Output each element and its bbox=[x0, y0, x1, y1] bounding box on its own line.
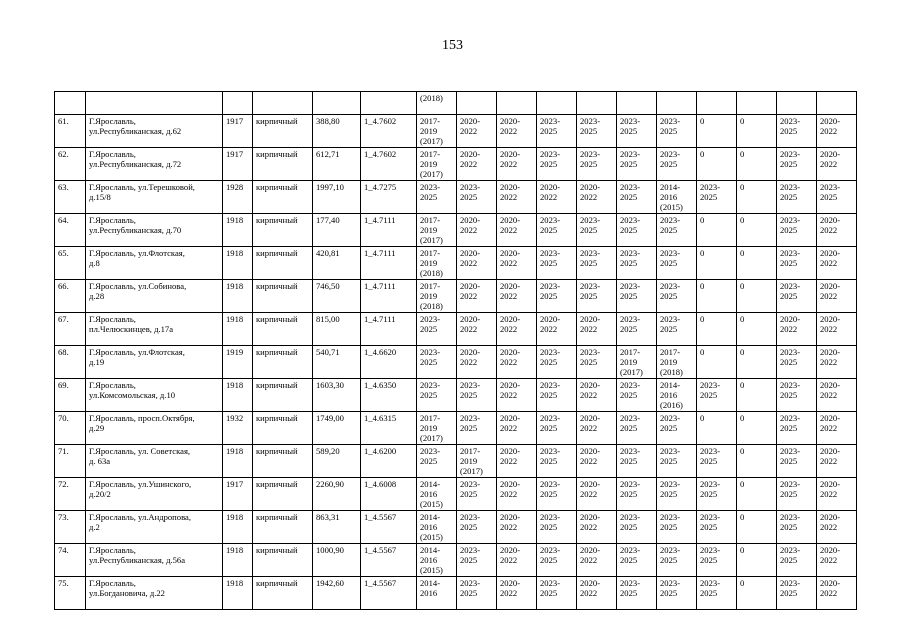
period-cell: 2023- 2025 bbox=[777, 346, 817, 379]
period-cell: 2023- 2025 bbox=[577, 346, 617, 379]
row-number-cell: 61. bbox=[55, 115, 86, 148]
year-cell: 1918 bbox=[223, 280, 253, 313]
year-cell: 1917 bbox=[223, 148, 253, 181]
material-cell: кирпичный bbox=[253, 313, 313, 346]
period-cell: 2020- 2022 bbox=[457, 313, 497, 346]
period-cell: 2020- 2022 bbox=[497, 478, 537, 511]
address-cell: Г.Ярославль, ул.Республиканская, д.56а bbox=[86, 544, 223, 577]
period-cell: 2023- 2025 bbox=[657, 511, 697, 544]
period-cell: 0 bbox=[737, 181, 777, 214]
row-number-cell: 74. bbox=[55, 544, 86, 577]
material-cell: кирпичный bbox=[253, 247, 313, 280]
period-cell: 2023- 2025 bbox=[657, 544, 697, 577]
period-cell: 0 bbox=[737, 280, 777, 313]
row-number-cell bbox=[55, 92, 86, 115]
period-cell: 2023- 2025 bbox=[657, 280, 697, 313]
row-number-cell: 72. bbox=[55, 478, 86, 511]
period-cell: 2020- 2022 bbox=[817, 313, 857, 346]
period-cell: 2020- 2022 bbox=[817, 379, 857, 412]
table-row bbox=[55, 313, 857, 346]
period-cell: 2014- 2016 (2016) bbox=[657, 379, 697, 412]
address-cell: Г.Ярославль, ул.Флотская, д.8 bbox=[86, 247, 223, 280]
period-cell: 2020- 2022 bbox=[497, 247, 537, 280]
material-cell: кирпичный bbox=[253, 379, 313, 412]
period-cell: 2020- 2022 bbox=[497, 181, 537, 214]
period-cell: 2023- 2025 bbox=[697, 544, 737, 577]
period-cell: 2017- 2019 (2018) bbox=[657, 346, 697, 379]
period-cell: 2020- 2022 bbox=[817, 115, 857, 148]
period-cell: 0 bbox=[697, 412, 737, 445]
index-cell: 1_4.7111 bbox=[361, 313, 417, 346]
period-cell: 2020- 2022 bbox=[817, 280, 857, 313]
period-cell: 2020- 2022 bbox=[577, 511, 617, 544]
period-cell: 2020- 2022 bbox=[817, 577, 857, 610]
row-number-cell: 63. bbox=[55, 181, 86, 214]
period-cell: 2023- 2025 bbox=[617, 379, 657, 412]
index-cell: 1_4.6315 bbox=[361, 412, 417, 445]
period-cell: 2014- 2016 (2015) bbox=[417, 478, 457, 511]
period-cell: 2023- 2025 bbox=[817, 181, 857, 214]
index-cell: 1_4.5567 bbox=[361, 511, 417, 544]
period-cell: 2023- 2025 bbox=[457, 577, 497, 610]
period-cell: 2020- 2022 bbox=[497, 346, 537, 379]
period-cell: 2020- 2022 bbox=[777, 313, 817, 346]
year-cell: 1919 bbox=[223, 346, 253, 379]
table-row bbox=[55, 280, 857, 313]
period-cell: 2023- 2025 bbox=[777, 181, 817, 214]
period-cell: 2023- 2025 bbox=[617, 214, 657, 247]
period-cell: 2023- 2025 bbox=[657, 148, 697, 181]
period-cell: 2020- 2022 bbox=[457, 148, 497, 181]
index-cell: 1_4.7602 bbox=[361, 115, 417, 148]
period-cell bbox=[777, 92, 817, 115]
index-cell: 1_4.6200 bbox=[361, 445, 417, 478]
period-cell: 2023- 2025 bbox=[657, 214, 697, 247]
period-cell: 2023- 2025 bbox=[617, 412, 657, 445]
period-cell: 0 bbox=[697, 313, 737, 346]
area-cell: 1000,90 bbox=[313, 544, 361, 577]
period-cell: 2020- 2022 bbox=[497, 445, 537, 478]
area-cell: 1997,10 bbox=[313, 181, 361, 214]
period-cell: 2023- 2025 bbox=[417, 346, 457, 379]
period-cell: 2023- 2025 bbox=[417, 181, 457, 214]
period-cell: 0 bbox=[697, 346, 737, 379]
period-cell: 2023- 2025 bbox=[457, 511, 497, 544]
address-cell: Г.Ярославль, ул.Андропова, д.2 bbox=[86, 511, 223, 544]
period-cell: 0 bbox=[737, 247, 777, 280]
period-cell: 0 bbox=[697, 115, 737, 148]
period-cell: 2020- 2022 bbox=[537, 313, 577, 346]
period-cell bbox=[817, 92, 857, 115]
period-cell: 2020- 2022 bbox=[817, 214, 857, 247]
area-cell: 2260,90 bbox=[313, 478, 361, 511]
period-cell: 2020- 2022 bbox=[577, 412, 617, 445]
area-cell: 420,81 bbox=[313, 247, 361, 280]
period-cell: 0 bbox=[737, 544, 777, 577]
row-number-cell: 64. bbox=[55, 214, 86, 247]
table-row bbox=[55, 379, 857, 412]
material-cell: кирпичный bbox=[253, 346, 313, 379]
period-cell: 2020- 2022 bbox=[817, 445, 857, 478]
period-cell: 2023- 2025 bbox=[777, 115, 817, 148]
index-cell: 1_4.5567 bbox=[361, 544, 417, 577]
period-cell: 0 bbox=[737, 379, 777, 412]
row-number-cell: 75. bbox=[55, 577, 86, 610]
period-cell: 2023- 2025 bbox=[697, 445, 737, 478]
period-cell: 2020- 2022 bbox=[577, 544, 617, 577]
table-row bbox=[55, 511, 857, 544]
period-cell: 2020- 2022 bbox=[497, 214, 537, 247]
period-cell: 2023- 2025 bbox=[577, 115, 617, 148]
period-cell: 2023- 2025 bbox=[577, 148, 617, 181]
period-cell: 2023- 2025 bbox=[457, 181, 497, 214]
period-cell: 2020- 2022 bbox=[577, 577, 617, 610]
year-cell bbox=[223, 92, 253, 115]
period-cell: 2023- 2025 bbox=[777, 544, 817, 577]
address-cell: Г.Ярославль, просп.Октября, д.29 bbox=[86, 412, 223, 445]
period-cell: 0 bbox=[737, 148, 777, 181]
year-cell: 1918 bbox=[223, 577, 253, 610]
period-cell: 2020- 2022 bbox=[817, 412, 857, 445]
period-cell: (2018) bbox=[417, 92, 457, 115]
table-row bbox=[55, 412, 857, 445]
period-cell: 2014- 2016 (2015) bbox=[417, 544, 457, 577]
period-cell: 0 bbox=[737, 313, 777, 346]
year-cell: 1918 bbox=[223, 214, 253, 247]
period-cell: 2023- 2025 bbox=[657, 412, 697, 445]
period-cell: 2023- 2025 bbox=[657, 577, 697, 610]
period-cell: 2023- 2025 bbox=[577, 214, 617, 247]
row-number-cell: 66. bbox=[55, 280, 86, 313]
period-cell: 2020- 2022 bbox=[457, 280, 497, 313]
period-cell: 0 bbox=[737, 478, 777, 511]
period-cell: 2023- 2025 bbox=[657, 478, 697, 511]
period-cell: 2023- 2025 bbox=[617, 115, 657, 148]
period-cell bbox=[537, 92, 577, 115]
period-cell: 2017- 2019 (2017) bbox=[417, 214, 457, 247]
period-cell: 2023- 2025 bbox=[697, 478, 737, 511]
row-number-cell: 70. bbox=[55, 412, 86, 445]
period-cell: 2023- 2025 bbox=[457, 478, 497, 511]
period-cell: 2020- 2022 bbox=[497, 379, 537, 412]
period-cell: 2023- 2025 bbox=[537, 511, 577, 544]
period-cell: 2020- 2022 bbox=[817, 148, 857, 181]
index-cell: 1_4.7275 bbox=[361, 181, 417, 214]
index-cell: 1_4.7111 bbox=[361, 247, 417, 280]
period-cell bbox=[457, 92, 497, 115]
period-cell: 2023- 2025 bbox=[777, 148, 817, 181]
area-cell: 177,40 bbox=[313, 214, 361, 247]
row-number-cell: 67. bbox=[55, 313, 86, 346]
index-cell: 1_4.7602 bbox=[361, 148, 417, 181]
year-cell: 1928 bbox=[223, 181, 253, 214]
period-cell: 2020- 2022 bbox=[457, 346, 497, 379]
period-cell: 0 bbox=[737, 511, 777, 544]
period-cell: 2020- 2022 bbox=[817, 478, 857, 511]
period-cell: 2023- 2025 bbox=[417, 313, 457, 346]
period-cell: 2017- 2019 (2017) bbox=[417, 412, 457, 445]
index-cell: 1_4.5567 bbox=[361, 577, 417, 610]
address-cell: Г.Ярославль, ул.Терешковой, д.15/8 bbox=[86, 181, 223, 214]
period-cell: 2023- 2025 bbox=[697, 511, 737, 544]
material-cell: кирпичный bbox=[253, 445, 313, 478]
period-cell: 2023- 2025 bbox=[617, 577, 657, 610]
year-cell: 1917 bbox=[223, 115, 253, 148]
year-cell: 1918 bbox=[223, 544, 253, 577]
period-cell: 2023- 2025 bbox=[537, 346, 577, 379]
period-cell: 2017- 2019 (2017) bbox=[417, 148, 457, 181]
area-cell: 1749,00 bbox=[313, 412, 361, 445]
period-cell: 2020- 2022 bbox=[497, 511, 537, 544]
period-cell: 2023- 2025 bbox=[617, 247, 657, 280]
row-number-cell: 68. bbox=[55, 346, 86, 379]
period-cell: 2023- 2025 bbox=[617, 313, 657, 346]
table-row bbox=[55, 115, 857, 148]
address-cell: Г.Ярославль, ул.Ушинского, д.20/2 bbox=[86, 478, 223, 511]
period-cell: 2014- 2016 bbox=[417, 577, 457, 610]
period-cell: 0 bbox=[737, 577, 777, 610]
period-cell: 2017- 2019 (2017) bbox=[457, 445, 497, 478]
period-cell: 2023- 2025 bbox=[697, 379, 737, 412]
period-cell: 2023- 2025 bbox=[537, 478, 577, 511]
period-cell: 0 bbox=[737, 346, 777, 379]
period-cell: 2023- 2025 bbox=[617, 478, 657, 511]
index-cell: 1_4.6620 bbox=[361, 346, 417, 379]
material-cell: кирпичный bbox=[253, 115, 313, 148]
period-cell: 2023- 2025 bbox=[537, 214, 577, 247]
period-cell bbox=[657, 92, 697, 115]
period-cell: 2023- 2025 bbox=[697, 577, 737, 610]
material-cell: кирпичный bbox=[253, 511, 313, 544]
material-cell: кирпичный bbox=[253, 181, 313, 214]
period-cell bbox=[697, 92, 737, 115]
material-cell: кирпичный bbox=[253, 544, 313, 577]
period-cell: 2020- 2022 bbox=[577, 445, 617, 478]
table-row bbox=[55, 214, 857, 247]
period-cell: 2023- 2025 bbox=[537, 445, 577, 478]
period-cell: 2023- 2025 bbox=[777, 412, 817, 445]
period-cell: 2020- 2022 bbox=[497, 577, 537, 610]
period-cell: 2023- 2025 bbox=[537, 577, 577, 610]
area-cell: 815,00 bbox=[313, 313, 361, 346]
material-cell: кирпичный bbox=[253, 478, 313, 511]
period-cell: 2020- 2022 bbox=[577, 181, 617, 214]
address-cell: Г.Ярославль, ул.Республиканская, д.70 bbox=[86, 214, 223, 247]
period-cell: 2023- 2025 bbox=[617, 181, 657, 214]
period-cell: 2020- 2022 bbox=[577, 478, 617, 511]
period-cell bbox=[497, 92, 537, 115]
table-row bbox=[55, 544, 857, 577]
address-cell: Г.Ярославль, ул.Флотская, д.19 bbox=[86, 346, 223, 379]
area-cell: 863,31 bbox=[313, 511, 361, 544]
period-cell: 2023- 2025 bbox=[537, 544, 577, 577]
period-cell: 2020- 2022 bbox=[817, 346, 857, 379]
period-cell: 2023- 2025 bbox=[417, 445, 457, 478]
period-cell: 2020- 2022 bbox=[497, 544, 537, 577]
period-cell: 2023- 2025 bbox=[577, 247, 617, 280]
period-cell: 2023- 2025 bbox=[777, 247, 817, 280]
index-cell bbox=[361, 92, 417, 115]
period-cell: 2020- 2022 bbox=[497, 412, 537, 445]
period-cell: 2023- 2025 bbox=[617, 280, 657, 313]
table-row bbox=[55, 577, 857, 610]
period-cell: 2020- 2022 bbox=[577, 313, 617, 346]
period-cell: 0 bbox=[737, 115, 777, 148]
table-row bbox=[55, 181, 857, 214]
index-cell: 1_4.7111 bbox=[361, 214, 417, 247]
table-row bbox=[55, 247, 857, 280]
period-cell: 2023- 2025 bbox=[537, 115, 577, 148]
period-cell: 2023- 2025 bbox=[537, 280, 577, 313]
table-row bbox=[55, 445, 857, 478]
period-cell: 2020- 2022 bbox=[497, 280, 537, 313]
period-cell: 2014- 2016 (2015) bbox=[417, 511, 457, 544]
material-cell: кирпичный bbox=[253, 148, 313, 181]
period-cell: 2020- 2022 bbox=[497, 115, 537, 148]
address-cell: Г.Ярославль, ул.Богдановича, д.22 bbox=[86, 577, 223, 610]
period-cell: 2020- 2022 bbox=[817, 544, 857, 577]
period-cell: 2020- 2022 bbox=[497, 148, 537, 181]
period-cell: 2023- 2025 bbox=[537, 148, 577, 181]
period-cell: 2023- 2025 bbox=[457, 379, 497, 412]
period-cell: 2023- 2025 bbox=[617, 148, 657, 181]
area-cell: 388,80 bbox=[313, 115, 361, 148]
period-cell: 2023- 2025 bbox=[457, 544, 497, 577]
housing-registry-table bbox=[54, 91, 857, 610]
area-cell bbox=[313, 92, 361, 115]
period-cell: 2023- 2025 bbox=[617, 445, 657, 478]
material-cell: кирпичный bbox=[253, 577, 313, 610]
period-cell: 2017- 2019 (2017) bbox=[417, 115, 457, 148]
period-cell: 0 bbox=[697, 280, 737, 313]
area-cell: 1942,60 bbox=[313, 577, 361, 610]
period-cell: 2020- 2022 bbox=[817, 247, 857, 280]
period-cell: 2023- 2025 bbox=[617, 544, 657, 577]
period-cell: 2023- 2025 bbox=[457, 412, 497, 445]
period-cell: 0 bbox=[697, 214, 737, 247]
table-row bbox=[55, 478, 857, 511]
period-cell: 2020- 2022 bbox=[817, 511, 857, 544]
period-cell: 2023- 2025 bbox=[657, 313, 697, 346]
period-cell: 2020- 2022 bbox=[457, 247, 497, 280]
period-cell: 2017- 2019 (2018) bbox=[417, 247, 457, 280]
period-cell: 0 bbox=[737, 412, 777, 445]
period-cell: 2017- 2019 (2017) bbox=[617, 346, 657, 379]
period-cell: 2023- 2025 bbox=[777, 379, 817, 412]
period-cell: 2023- 2025 bbox=[537, 412, 577, 445]
address-cell bbox=[86, 92, 223, 115]
period-cell: 2023- 2025 bbox=[657, 247, 697, 280]
period-cell bbox=[737, 92, 777, 115]
year-cell: 1918 bbox=[223, 379, 253, 412]
material-cell bbox=[253, 92, 313, 115]
area-cell: 589,20 bbox=[313, 445, 361, 478]
address-cell: Г.Ярославль, пл.Челюскинцев, д.17а bbox=[86, 313, 223, 346]
period-cell: 2023- 2025 bbox=[537, 379, 577, 412]
material-cell: кирпичный bbox=[253, 214, 313, 247]
year-cell: 1932 bbox=[223, 412, 253, 445]
row-number-cell: 71. bbox=[55, 445, 86, 478]
period-cell: 0 bbox=[737, 445, 777, 478]
period-cell: 2020- 2022 bbox=[457, 214, 497, 247]
year-cell: 1917 bbox=[223, 478, 253, 511]
period-cell: 2023- 2025 bbox=[617, 511, 657, 544]
year-cell: 1918 bbox=[223, 511, 253, 544]
area-cell: 746,50 bbox=[313, 280, 361, 313]
row-number-cell: 65. bbox=[55, 247, 86, 280]
material-cell: кирпичный bbox=[253, 280, 313, 313]
period-cell: 2023- 2025 bbox=[777, 214, 817, 247]
period-cell: 2023- 2025 bbox=[537, 247, 577, 280]
period-cell: 2020- 2022 bbox=[577, 379, 617, 412]
page-number: 153 bbox=[442, 38, 463, 53]
period-cell: 2023- 2025 bbox=[417, 379, 457, 412]
period-cell: 2020- 2022 bbox=[457, 115, 497, 148]
period-cell: 2023- 2025 bbox=[777, 445, 817, 478]
address-cell: Г.Ярославль, ул.Республиканская, д.72 bbox=[86, 148, 223, 181]
address-cell: Г.Ярославль, ул.Комсомольская, д.10 bbox=[86, 379, 223, 412]
area-cell: 612,71 bbox=[313, 148, 361, 181]
table-row bbox=[55, 346, 857, 379]
index-cell: 1_4.6350 bbox=[361, 379, 417, 412]
period-cell: 2023- 2025 bbox=[657, 115, 697, 148]
period-cell: 2023- 2025 bbox=[777, 577, 817, 610]
period-cell: 2014- 2016 (2015) bbox=[657, 181, 697, 214]
area-cell: 1603,30 bbox=[313, 379, 361, 412]
period-cell bbox=[617, 92, 657, 115]
period-cell: 2023- 2025 bbox=[657, 445, 697, 478]
period-cell: 2020- 2022 bbox=[497, 313, 537, 346]
material-cell: кирпичный bbox=[253, 412, 313, 445]
period-cell: 0 bbox=[737, 214, 777, 247]
year-cell: 1918 bbox=[223, 445, 253, 478]
period-cell: 2023- 2025 bbox=[777, 511, 817, 544]
period-cell: 2023- 2025 bbox=[577, 280, 617, 313]
period-cell: 2023- 2025 bbox=[697, 181, 737, 214]
address-cell: Г.Ярославль, ул.Республиканская, д.62 bbox=[86, 115, 223, 148]
period-cell bbox=[577, 92, 617, 115]
table-row bbox=[55, 148, 857, 181]
area-cell: 540,71 bbox=[313, 346, 361, 379]
period-cell: 2023- 2025 bbox=[777, 478, 817, 511]
index-cell: 1_4.6008 bbox=[361, 478, 417, 511]
continuation-row bbox=[55, 92, 857, 115]
row-number-cell: 69. bbox=[55, 379, 86, 412]
period-cell: 2020- 2022 bbox=[537, 181, 577, 214]
period-cell: 0 bbox=[697, 148, 737, 181]
period-cell: 2017- 2019 (2018) bbox=[417, 280, 457, 313]
row-number-cell: 62. bbox=[55, 148, 86, 181]
address-cell: Г.Ярославль, ул. Советская, д. 63а bbox=[86, 445, 223, 478]
index-cell: 1_4.7111 bbox=[361, 280, 417, 313]
year-cell: 1918 bbox=[223, 313, 253, 346]
address-cell: Г.Ярославль, ул.Собинова, д.28 bbox=[86, 280, 223, 313]
period-cell: 2023- 2025 bbox=[777, 280, 817, 313]
period-cell: 0 bbox=[697, 247, 737, 280]
year-cell: 1918 bbox=[223, 247, 253, 280]
row-number-cell: 73. bbox=[55, 511, 86, 544]
